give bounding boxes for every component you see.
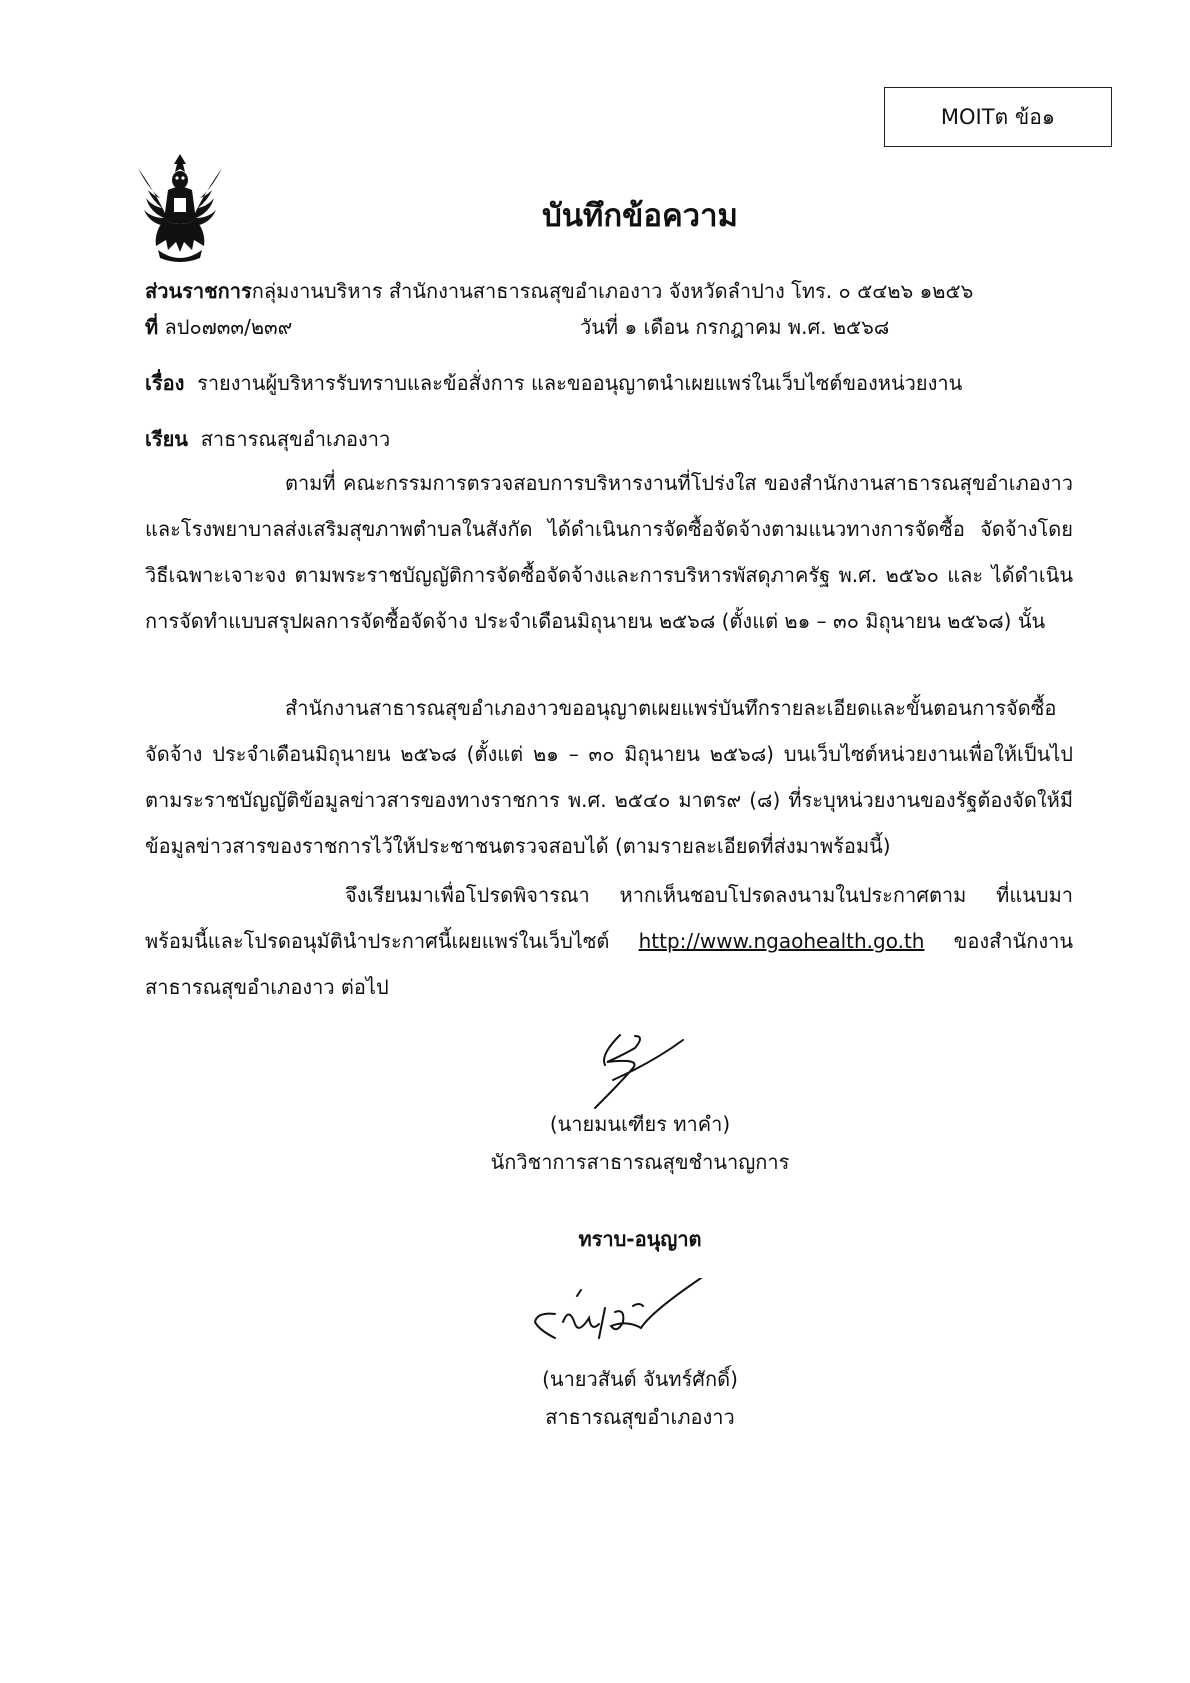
- agency-label: ส่วนราชการ: [145, 279, 252, 303]
- paragraph-1-text: ตามที่ คณะกรรมการตรวจสอบการบริหารงานที่โปร่งใส ของสำนักงานสาธารณสุขอำเภองาว และโรงพยาบาลส่งเสริมสุขภาพตำบลในสังกัด ได้ดำเนินการจัดซื้อจัดจ้างตามแนวทางการจัดซื้อ จัดจ้างโดยวิธีเฉพาะเจาะจง ตามพระราชบัญญัติการจัดซื้อจัดจ้างและการบริหารพัสดุภาครัฐ พ.ศ. ๒๕๖๐ และ ได้ดำเนินการจัดทำแบบสรุปผลการจัดซื้อจัดจ้าง ประจำเดือนมิถุนายน ๒๕๖๘ (ตั้งแต่ ๒๑ – ๓๐ มิถุนายน ๒๕๖๘) นั้น: [145, 471, 1073, 633]
- approval-note: ทราบ-อนุญาต: [578, 1227, 702, 1251]
- signature-2: [515, 1278, 720, 1350]
- signer-1-name: (นายมนเฑียร ทาคำ): [549, 1112, 731, 1136]
- agency-line: [145, 277, 973, 305]
- body-paragraph-2: [145, 685, 1073, 869]
- reference-line: [145, 313, 292, 341]
- agency-text: กลุ่มงานบริหาร สำนักงานสาธารณสุขอำเภองาว จังหวัดลำปาง โทร. ๐ ๕๔๒๖ ๑๒๕๖: [251, 279, 974, 303]
- body-paragraph-1: [145, 460, 1073, 644]
- document-code-box: [884, 87, 1112, 147]
- page-title: บันทึกข้อความ: [542, 198, 738, 234]
- document-date: วันที่ ๑ เดือน กรกฎาคม พ.ศ. ๒๕๖๘: [580, 315, 890, 339]
- signer-2-position: สาธารณสุขอำเภองาว: [545, 1405, 735, 1429]
- subject-text: รายงานผู้บริหารรับทราบและข้อสั่งการ และขออนุญาตนำเผยแพร่ในเว็บไซต์ของหน่วยงาน: [197, 371, 963, 395]
- paragraph-2-text: สำนักงานสาธารณสุขอำเภองาวขออนุญาตเผยแพร่บันทึกรายละเอียดและขั้นตอนการจัดซื้อจัดจ้าง ประจำเดือนมิถุนายน ๒๕๖๘ (ตั้งแต่ ๒๑ – ๓๐ มิถุนายน ๒๕๖๘) บนเว็บไซต์หน่วยงานเพื่อให้เป็นไปตามระราชบัญญัติข้อมูลข่าวสารของทางราชการ พ.ศ. ๒๕๔๐ มาตร๙ (๘) ที่ระบุหน่วยงานของรัฐต้องจัดให้มีข้อมูลข่าวสารของราชการไว้ให้ประชาชนตรวจสอบได้ (ตามรายละเอียดที่ส่งมาพร้อมนี้): [145, 696, 1073, 858]
- to-label: เรียน: [145, 427, 188, 451]
- signer-1-position: นักวิชาการสาธารณสุขชำนาญการ: [490, 1150, 790, 1174]
- body-paragraph-3: [145, 872, 1073, 1010]
- subject-label: เรื่อง: [145, 371, 185, 395]
- to-line: [145, 425, 390, 453]
- paragraph-3-text-before: จึงเรียนมาเพื่อโปรดพิจารณา หากเห็นชอบโปรดลงนามในประกาศตาม ที่แนบมาพร้อมนี้และโปรดอนุมัตินำประกาศนี้เผยแพร่ในเว็บไซต์: [145, 883, 1073, 953]
- document-code: MOITต ข้อ๑: [940, 104, 1056, 129]
- signer-2-name: (นายวสันต์ จันทร์ศักดิ์): [542, 1367, 738, 1391]
- subject-line: [145, 369, 962, 397]
- to-text: สาธารณสุขอำเภองาว: [200, 427, 391, 451]
- website-link[interactable]: http://www.ngaohealth.go.th: [638, 929, 925, 953]
- paragraph-3-text-after: ของสำนักงานสาธารณสุขอำเภองาว ต่อไป: [145, 929, 1073, 999]
- reference-number: ลป๐๗๓๓/๒๓๙: [164, 315, 293, 339]
- reference-label: ที่: [145, 315, 159, 339]
- signature-1: [585, 1030, 695, 1120]
